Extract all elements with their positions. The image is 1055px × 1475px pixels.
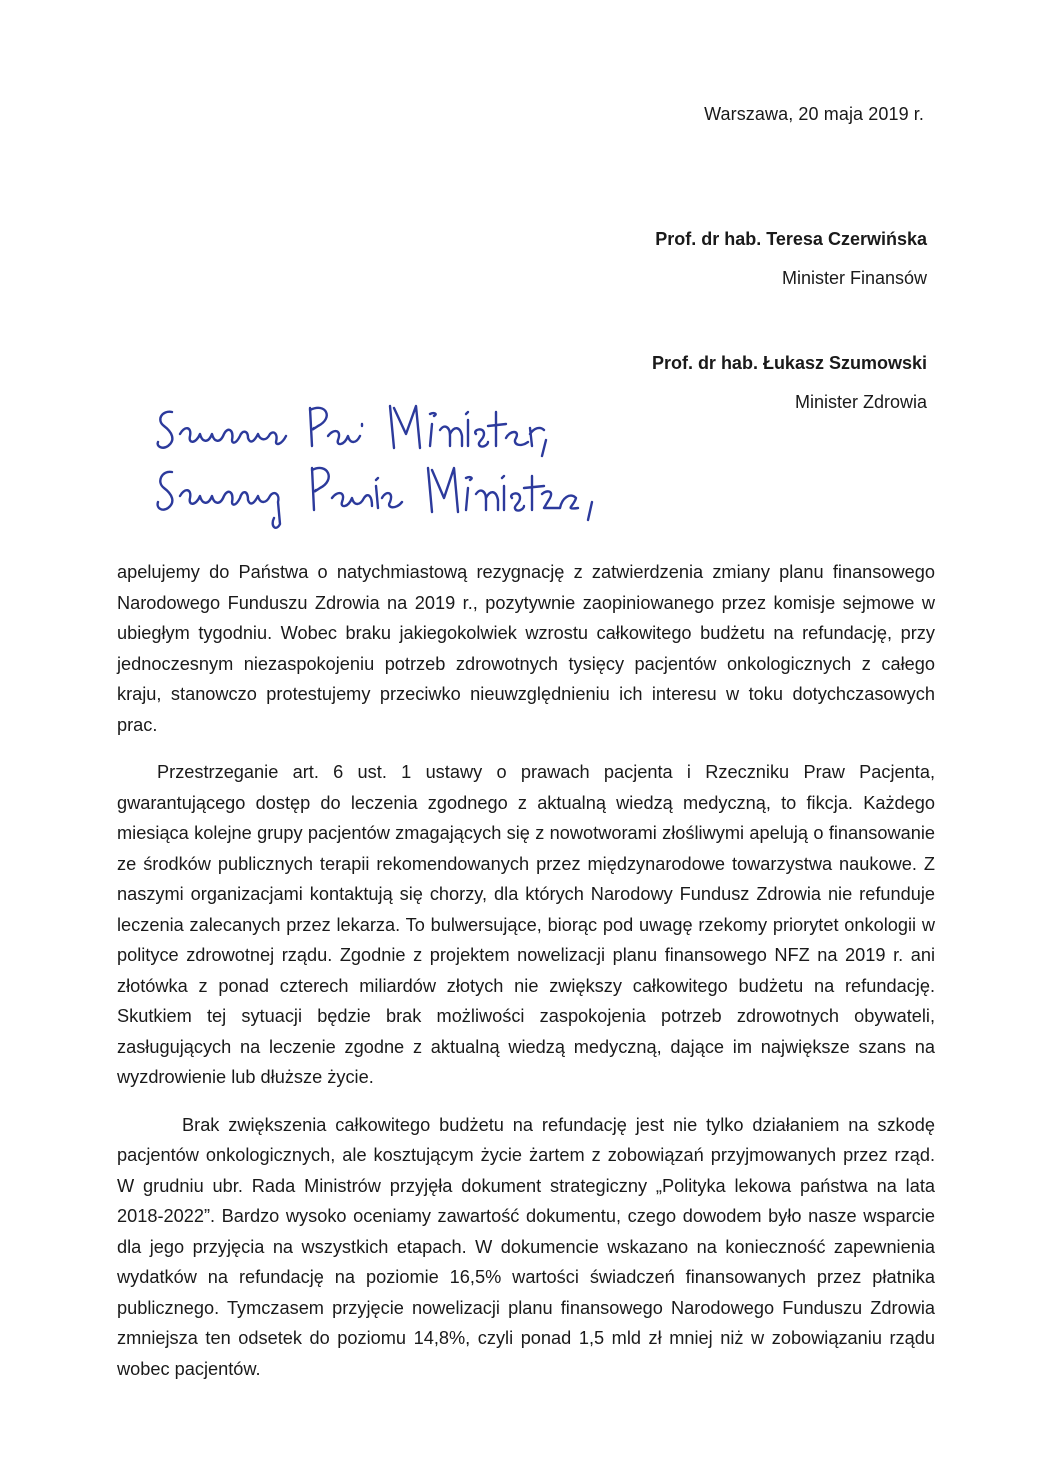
handwriting-drawing [150,390,620,540]
recipient-1 [655,227,927,290]
recipient-1-name: Prof. dr hab. Teresa Czerwińska [655,229,927,249]
recipient-2 [652,351,927,414]
paragraph-3: Brak zwiększenia całkowitego budżetu na refundację jest nie tylko działaniem na szkodę pacjentów onkologicznych, ale kosztującym życie żartem z zobowiązań przyjmowanych przez rząd. W grudniu ubr. Rada Ministrów przyjęła dokument strategiczny „Polityka lekowa państwa na lata 2018-2022”. Bardzo wysoko oceniamy zawartość dokumentu, czego dowodem było nasze wsparcie dla jego przyjęcia na wszystkich etapach. W dokumencie wskazano na konieczność zapewnienia wydatków na refundację na poziomie 16,5% wartości świadczeń finansowanych przez płatnika publicznego. Tymczasem przyjęcie nowelizacji planu finansowego Narodowego Funduszu Zdrowia zmniejsza ten odsetek do poziomu 14,8%, czyli ponad 1,5 mld zł mniej niż w zobowiązaniu rządu wobec pacjentów. [117,1114,935,1379]
letter-body [117,557,935,1384]
recipient-2-name: Prof. dr hab. Łukasz Szumowski [651,353,927,373]
handwritten-salutation [150,390,620,540]
recipient-1-role: Minister Finansów [781,268,927,288]
recipient-2-role: Minister Zdrowia [794,392,927,412]
paragraph-2: Przestrzeganie art. 6 ust. 1 ustawy o prawach pacjenta i Rzeczniku Praw Pacjenta, gwarantującego dostęp do leczenia zgodnego z aktualną wiedzą medyczną, to fikcja. Każdego miesiąca kolejne grupy pacjentów zmagających się z nowotworami złośliwymi apelują o finansowanie ze środków publicznych terapii rekomendowanych przez międzynarodowe towarzystwa naukowe. Z naszymi organizacjami kontaktują się chorzy, dla których Narodowy Fundusz Zdrowia nie refunduje leczenia zalecanych przez lekarza. To bulwersujące, biorąc pod uwagę rzekomy priorytet onkologii w polityce zdrowotnej rządu. Zgodnie z projektem nowelizacji planu finansowego NFZ na 2019 r. ani złotówka z ponad czterech miliardów złotych nie zwiększy całkowitego budżetu na refundację. Skutkiem tej sytuacji będzie brak możliwości zaspokojenia potrzeb zdrowotnych obywateli, zasługujących na leczenie zgodne z aktualną wiedzą medyczną, dające im największe szans na wyzdrowienie lub dłuższe życie. [117,762,935,1087]
letter-date: Warszawa, 20 maja 2019 r. [704,104,924,124]
paragraph-1: apelujemy do Państwa o natychmiastową rezygnację z zatwierdzenia zmiany planu finansowego Narodowego Funduszu Zdrowia na 2019 r., pozytywnie zaopiniowanego przez komisje sejmowe w ubiegłym tygodniu. Wobec braku jakiegokolwiek wzrostu całkowitego budżetu na refundację, przy jednoczesnym niezaspokojeniu potrzeb zdrowotnych tysięcy pacjentów onkologicznych z całego kraju, stanowczo protestujemy przeciwko nieuwzględnieniu ich interesu w toku dotychczasowych prac. [117,562,935,735]
